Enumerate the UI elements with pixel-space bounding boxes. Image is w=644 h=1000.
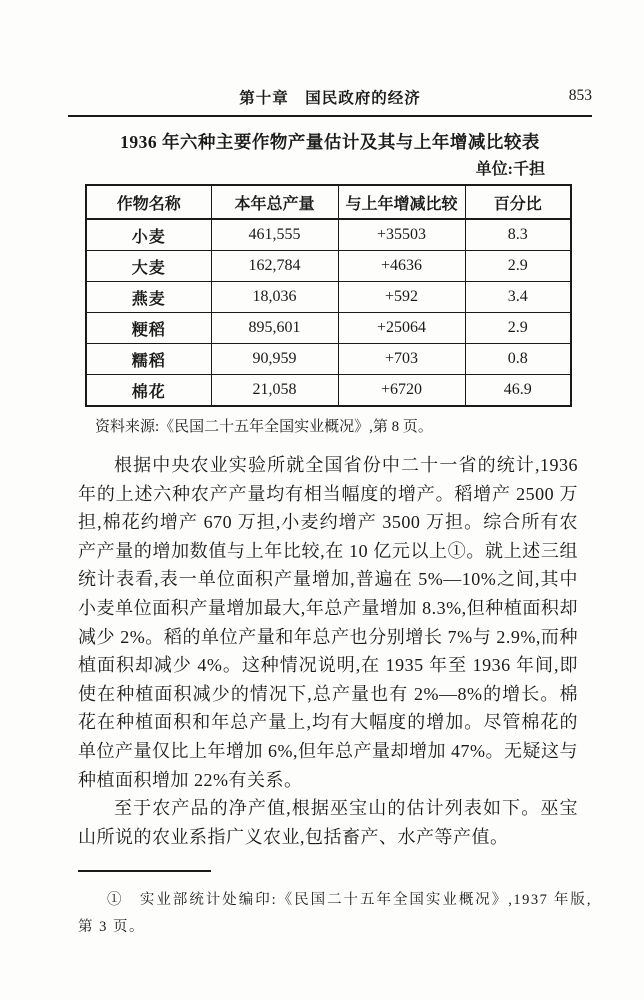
- total-output-cell: 21,058: [211, 375, 338, 407]
- crop-name-cell: 糯稻: [86, 344, 211, 375]
- table-row: [86, 313, 571, 344]
- percent-cell: 8.3: [465, 219, 571, 251]
- unit-label: 单位:千担: [475, 161, 545, 178]
- table-header-row: [86, 185, 571, 219]
- total-output-cell: 895,601: [211, 313, 338, 344]
- table-row: [86, 282, 571, 313]
- column-header-change: 与上年增减比较: [338, 185, 465, 219]
- crop-name-cell: 大麦: [86, 251, 211, 282]
- change-cell: +703: [338, 344, 465, 375]
- crop-name-cell: 棉花: [86, 375, 211, 407]
- crop-name-cell: 小麦: [86, 219, 211, 251]
- footnote: ① 实业部统计处编印:《民国二十五年全国实业概况》,1937 年版,第 3 页。: [78, 892, 592, 936]
- total-output-cell: 18,036: [211, 282, 338, 313]
- change-cell: +6720: [338, 375, 465, 407]
- header-rule: [68, 115, 592, 117]
- body-paragraph-2: 至于农产品的净产值,根据巫宝山的估计列表如下。巫宝山所说的农业系指广义农业,包括畜产、水产等产值。: [78, 798, 578, 847]
- percent-cell: 46.9: [465, 375, 571, 407]
- table-row: [86, 375, 571, 407]
- total-output-cell: 162,784: [211, 251, 338, 282]
- source-note: 资料来源:《民国二十五年全国实业概况》,第 8 页。: [95, 419, 433, 435]
- table-row: [86, 251, 571, 282]
- table-row: [86, 344, 571, 375]
- change-cell: +25064: [338, 313, 465, 344]
- change-cell: +592: [338, 282, 465, 313]
- total-output-cell: 461,555: [211, 219, 338, 251]
- column-header-crop: 作物名称: [86, 185, 211, 219]
- percent-cell: 3.4: [465, 282, 571, 313]
- change-cell: +35503: [338, 219, 465, 251]
- table-title: 1936 年六种主要作物产量估计及其与上年增减比较表: [120, 132, 540, 152]
- footnote-divider: [78, 870, 211, 872]
- crops-table: [85, 184, 572, 407]
- change-cell: +4636: [338, 251, 465, 282]
- column-header-percent: 百分比: [465, 185, 571, 219]
- body-paragraph-1: 根据中央农业实验所就全国省份中二十一省的统计,1936 年的上述六种农产产量均有相当幅度的增产。稻增产 2500 万担,棉花约增产 670 万担,小麦约增产 3500 万担。综合所有农产产量的增加数值与上年比较,在 10 亿元以上①。就上述三组统计表看,表一单位面积产量增加,普遍在 5%—10%之间,其中小麦单位面积产量增加最大,年总产量增加 8.3%,但种植面积却减少 2%。稻的单位产量和年总产也分别增长 7%与 2.9%,而种植面积却减少 4%。这种情况说明,在 1935 年至 1936 年间,即使在种植面积减少的情况下,总产量也有 2%—8%的增长。棉花在种植面积和年总产量上,均有大幅度的增加。尽管棉花的单位产量仅比上年增加 6%,但年总产量却增加 47%。无疑这与种植面积增加 22%有关系。: [78, 455, 578, 790]
- page-number: 853: [568, 87, 592, 104]
- crop-name-cell: 燕麦: [86, 282, 211, 313]
- percent-cell: 2.9: [465, 251, 571, 282]
- chapter-title: 第十章 国民政府的经济: [239, 90, 421, 107]
- column-header-output: 本年总产量: [211, 185, 338, 219]
- crop-name-cell: 粳稻: [86, 313, 211, 344]
- percent-cell: 0.8: [465, 344, 571, 375]
- percent-cell: 2.9: [465, 313, 571, 344]
- running-head: [68, 86, 592, 107]
- table-row: [86, 219, 571, 251]
- total-output-cell: 90,959: [211, 344, 338, 375]
